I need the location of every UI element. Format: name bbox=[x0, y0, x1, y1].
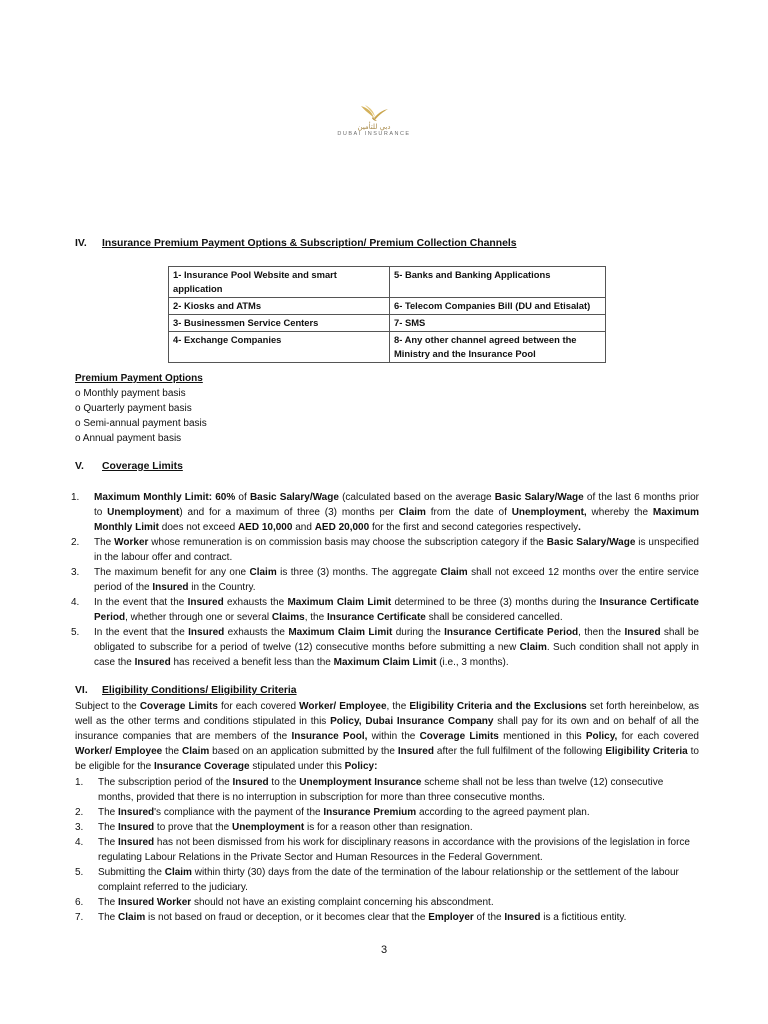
bold-term: Claim bbox=[164, 867, 192, 878]
text-run: is a fictitious entity. bbox=[540, 912, 627, 923]
text-run: during the bbox=[392, 627, 445, 638]
bold-term: Basic Salary/Wage bbox=[249, 492, 339, 503]
list-item bbox=[75, 895, 699, 910]
text-run: exhausts the bbox=[224, 627, 289, 638]
text-run: to the bbox=[268, 777, 300, 788]
premium-options-heading: Premium Payment Options bbox=[75, 373, 203, 384]
text-run: the bbox=[162, 746, 183, 757]
bold-term: AED 20,000 bbox=[314, 522, 370, 533]
text-run: should not have an existing complaint concerning his abscondment. bbox=[191, 897, 494, 908]
table-row bbox=[169, 332, 606, 363]
bold-term: Basic Salary/Wage bbox=[546, 537, 636, 548]
text-run: The bbox=[98, 912, 119, 923]
text-run: for each covered bbox=[217, 701, 300, 712]
list-item-text bbox=[98, 897, 494, 908]
bold-term: Coverage Limits bbox=[139, 701, 218, 712]
bold-term: Insured bbox=[504, 912, 541, 923]
text-run: based on an application submitted by the bbox=[209, 746, 398, 757]
list-item-text bbox=[98, 837, 690, 863]
text-run: of the last 6 months prior to bbox=[94, 492, 699, 518]
section-v-number: V. bbox=[75, 461, 84, 472]
bold-term: Unemployment Insurance bbox=[299, 777, 422, 788]
bold-term: Insured bbox=[187, 597, 224, 608]
section-iv-heading bbox=[75, 238, 517, 249]
table-cell: 8- Any other channel agreed between the Ministry and the Insurance Pool bbox=[390, 332, 606, 363]
bold-term: Insurance Certificate Period bbox=[444, 627, 579, 638]
section-vi-title: Eligibility Conditions/ Eligibility Criteria bbox=[102, 685, 297, 696]
list-item bbox=[71, 535, 699, 565]
bold-term: Maximum Claim Limit bbox=[287, 597, 392, 608]
list-item-number: 7. bbox=[75, 912, 84, 923]
text-run: In the event that the bbox=[94, 627, 189, 638]
text-run: The maximum benefit for any one bbox=[94, 567, 250, 578]
premium-option-item: o Annual payment basis bbox=[75, 433, 182, 444]
text-run: Submitting the bbox=[98, 867, 165, 878]
text-run: to prove that the bbox=[154, 822, 232, 833]
text-run: scheme shall not be less than twelve (12) consecutive months, provided that there is no interruption in subscription for more than three consecutive months. bbox=[98, 777, 664, 803]
text-run: The bbox=[98, 822, 119, 833]
text-run: within thirty (30) days from the date of the termination of the labour relationship or the settlement of the labour complaint referred to the judiciary. bbox=[98, 867, 679, 893]
text-run: has not been dismissed from his work for disciplinary reasons in accordance with the provisions of the legislation in force regulating Labour Relations in the Private Sector and Human Resources in the Federal Government. bbox=[98, 837, 690, 863]
bold-term: Insured bbox=[188, 627, 225, 638]
table-row bbox=[169, 298, 606, 315]
bold-term: Basic Salary/Wage bbox=[494, 492, 584, 503]
list-item-text bbox=[98, 822, 473, 833]
bold-term: . bbox=[578, 522, 581, 533]
list-item-number: 3. bbox=[71, 567, 80, 578]
bold-term: Claim bbox=[440, 567, 468, 578]
bold-term: Insured bbox=[118, 807, 155, 818]
text-run: The bbox=[98, 807, 119, 818]
bold-term: Policy: bbox=[344, 761, 378, 772]
text-run: (i.e., 3 months). bbox=[436, 657, 509, 668]
table-cell: 2- Kiosks and ATMs bbox=[169, 298, 390, 315]
list-item-text bbox=[94, 597, 699, 623]
text-run: whereby the bbox=[586, 507, 653, 518]
bold-term: Claim bbox=[519, 642, 547, 653]
bold-term: Insured Worker bbox=[118, 897, 192, 908]
text-run: shall not exceed 12 months over the entire service period of the bbox=[94, 567, 699, 593]
bold-term: Claim bbox=[182, 746, 210, 757]
text-run: (calculated based on the average bbox=[338, 492, 495, 503]
list-item-text bbox=[94, 627, 699, 668]
text-run: set forth hereinbelow, as well as the other terms and conditions stipulated in this bbox=[75, 701, 700, 727]
list-item-text bbox=[94, 492, 699, 533]
text-run: exhausts the bbox=[223, 597, 288, 608]
bold-term: Eligibility Criteria and the Exclusions bbox=[409, 701, 587, 712]
list-item bbox=[71, 565, 699, 595]
text-run: 's compliance with the payment of the bbox=[154, 807, 324, 818]
text-run: for the first and second categories respectively bbox=[369, 522, 579, 533]
bold-term: Claim bbox=[249, 567, 277, 578]
list-item-text bbox=[98, 777, 663, 803]
section-v-title: Coverage Limits bbox=[102, 461, 183, 472]
bold-term: Insured bbox=[232, 777, 269, 788]
eligibility-intro bbox=[75, 699, 699, 774]
table-cell: 6- Telecom Companies Bill (DU and Etisalat) bbox=[390, 298, 606, 315]
text-run: within the bbox=[367, 731, 420, 742]
list-item-text bbox=[94, 537, 699, 563]
coverage-limits-list bbox=[71, 490, 699, 670]
bold-term: Unemployment bbox=[107, 507, 180, 518]
table-cell: 5- Banks and Banking Applications bbox=[390, 267, 606, 298]
list-item-number: 3. bbox=[75, 822, 84, 833]
bold-term: Claims bbox=[271, 612, 305, 623]
list-item-number: 6. bbox=[75, 897, 84, 908]
list-item bbox=[71, 595, 699, 625]
text-run: The bbox=[98, 837, 119, 848]
list-item bbox=[75, 910, 699, 925]
list-item-number: 5. bbox=[71, 627, 80, 638]
bold-term: Worker bbox=[114, 537, 149, 548]
text-run: for each covered bbox=[617, 731, 699, 742]
text-run: is three (3) months. The aggregate bbox=[276, 567, 441, 578]
bold-term: Worker/ Employee bbox=[75, 746, 163, 757]
list-item-number: 4. bbox=[75, 837, 84, 848]
bold-term: Insurance Certificate Period bbox=[94, 597, 699, 623]
list-item-number: 2. bbox=[75, 807, 84, 818]
text-run: after the full fulfilment of the following bbox=[433, 746, 606, 757]
dubai-insurance-logo bbox=[324, 104, 424, 154]
text-run: The bbox=[98, 897, 119, 908]
bold-term: Claim bbox=[118, 912, 146, 923]
list-item bbox=[75, 865, 699, 895]
bold-term: Worker/ Employee bbox=[299, 701, 387, 712]
text-run: to be eligible for the bbox=[75, 746, 699, 772]
text-run: , whether through one or several bbox=[125, 612, 272, 623]
bold-term: Insured bbox=[152, 582, 189, 593]
text-run: is unspecified in the labour offer and contract. bbox=[94, 537, 699, 563]
eligibility-criteria-list bbox=[75, 775, 699, 925]
text-run: is for a reason other than resignation. bbox=[304, 822, 473, 833]
bold-term: Maximum Claim Limit bbox=[333, 657, 437, 668]
list-item bbox=[71, 490, 699, 535]
text-run: . Such condition shall not apply in case the bbox=[94, 642, 699, 668]
text-run: of the bbox=[473, 912, 505, 923]
section-iv-number: IV. bbox=[75, 238, 87, 249]
bold-term: Insurance Pool, bbox=[291, 731, 368, 742]
premium-payment-options bbox=[75, 371, 375, 446]
table-cell: 7- SMS bbox=[390, 315, 606, 332]
text-run: The subscription period of the bbox=[98, 777, 233, 788]
bold-term: Maximum Monthly Limit: 60% bbox=[94, 492, 236, 503]
text-run: shall be considered cancelled. bbox=[425, 612, 563, 623]
list-item-text bbox=[94, 567, 699, 593]
bold-term: Insurance Premium bbox=[323, 807, 417, 818]
bold-term: Policy, bbox=[585, 731, 618, 742]
page-number: 3 bbox=[380, 944, 388, 956]
section-iv-title: Insurance Premium Payment Options & Subscription/ Premium Collection Channels bbox=[102, 238, 517, 249]
text-run: has received a benefit less than the bbox=[170, 657, 334, 668]
list-item-number: 1. bbox=[75, 777, 84, 788]
text-run: , then the bbox=[578, 627, 625, 638]
collection-channels-table bbox=[168, 266, 606, 363]
list-item bbox=[71, 625, 699, 670]
bold-term: Coverage Limits bbox=[419, 731, 499, 742]
table-cell: 1- Insurance Pool Website and smart application bbox=[169, 267, 390, 298]
text-run: and bbox=[292, 522, 315, 533]
text-run: Subject to the bbox=[75, 701, 140, 712]
text-run: is not based on fraud or deception, or it becomes clear that the bbox=[145, 912, 429, 923]
list-item-text bbox=[98, 807, 590, 818]
list-item-number: 1. bbox=[71, 492, 80, 503]
text-run: In the event that the bbox=[94, 597, 188, 608]
list-item-number: 5. bbox=[75, 867, 84, 878]
bold-term: Claim bbox=[398, 507, 426, 518]
table-row bbox=[169, 267, 606, 298]
list-item-text bbox=[98, 912, 626, 923]
bold-term: AED 10,000 bbox=[237, 522, 293, 533]
table-cell: 3- Businessmen Service Centers bbox=[169, 315, 390, 332]
section-v-heading bbox=[75, 461, 183, 472]
text-run: The bbox=[94, 537, 115, 548]
section-vi-heading bbox=[75, 685, 297, 696]
bold-term: Maximum Claim Limit bbox=[288, 627, 393, 638]
text-run: in the Country. bbox=[188, 582, 256, 593]
bird-logo-icon bbox=[359, 104, 389, 122]
premium-option-item: o Semi-annual payment basis bbox=[75, 418, 207, 429]
list-item bbox=[75, 805, 699, 820]
table-cell: 4- Exchange Companies bbox=[169, 332, 390, 363]
bold-term: Employer bbox=[428, 912, 474, 923]
text-run: from the date of bbox=[425, 507, 512, 518]
premium-option-item: o Monthly payment basis bbox=[75, 388, 186, 399]
text-run: mentioned in this bbox=[498, 731, 586, 742]
logo-company-name: DUBAI INSURANCE bbox=[337, 131, 411, 137]
text-run: shall be obligated to subscribe for a period of twelve (12) consecutive months before submitting a new bbox=[94, 627, 699, 653]
logo-arabic-text: دبي للتأمين bbox=[357, 123, 391, 131]
text-run: , the bbox=[386, 701, 410, 712]
list-item-number: 4. bbox=[71, 597, 80, 608]
text-run: does not exceed bbox=[159, 522, 238, 533]
bold-term: Insured bbox=[397, 746, 434, 757]
premium-option-item: o Quarterly payment basis bbox=[75, 403, 192, 414]
bold-term: Insured bbox=[624, 627, 661, 638]
bold-term: Insurance Coverage bbox=[153, 761, 250, 772]
text-run: determined to be three (3) months during the bbox=[391, 597, 600, 608]
table-row bbox=[169, 315, 606, 332]
text-run: ) and for a maximum of three (3) months per bbox=[179, 507, 399, 518]
text-run: , the bbox=[304, 612, 327, 623]
bold-term: Insurance Certificate bbox=[326, 612, 426, 623]
section-vi-number: VI. bbox=[75, 685, 88, 696]
text-run: stipulated under this bbox=[249, 761, 345, 772]
bold-term: Unemployment, bbox=[511, 507, 587, 518]
bold-term: Insured bbox=[118, 837, 155, 848]
bold-term: Unemployment bbox=[231, 822, 305, 833]
bold-term: Policy, Dubai Insurance Company bbox=[330, 716, 494, 727]
bold-term: Insured bbox=[118, 822, 155, 833]
list-item-number: 2. bbox=[71, 537, 80, 548]
text-run: according to the agreed payment plan. bbox=[416, 807, 590, 818]
bold-term: Eligibility Criteria bbox=[605, 746, 688, 757]
text-run: of bbox=[235, 492, 250, 503]
text-run: shall pay for its own and on behalf of all the insurance companies that are members of the bbox=[75, 716, 699, 742]
bold-term: Insured bbox=[134, 657, 171, 668]
text-run: whose remuneration is on commission basis may choose the subscription category if the bbox=[148, 537, 547, 548]
list-item bbox=[75, 820, 699, 835]
list-item bbox=[75, 775, 699, 805]
bold-term: Maximum Monthly Limit bbox=[94, 507, 699, 533]
list-item-text bbox=[98, 867, 679, 893]
list-item bbox=[75, 835, 699, 865]
